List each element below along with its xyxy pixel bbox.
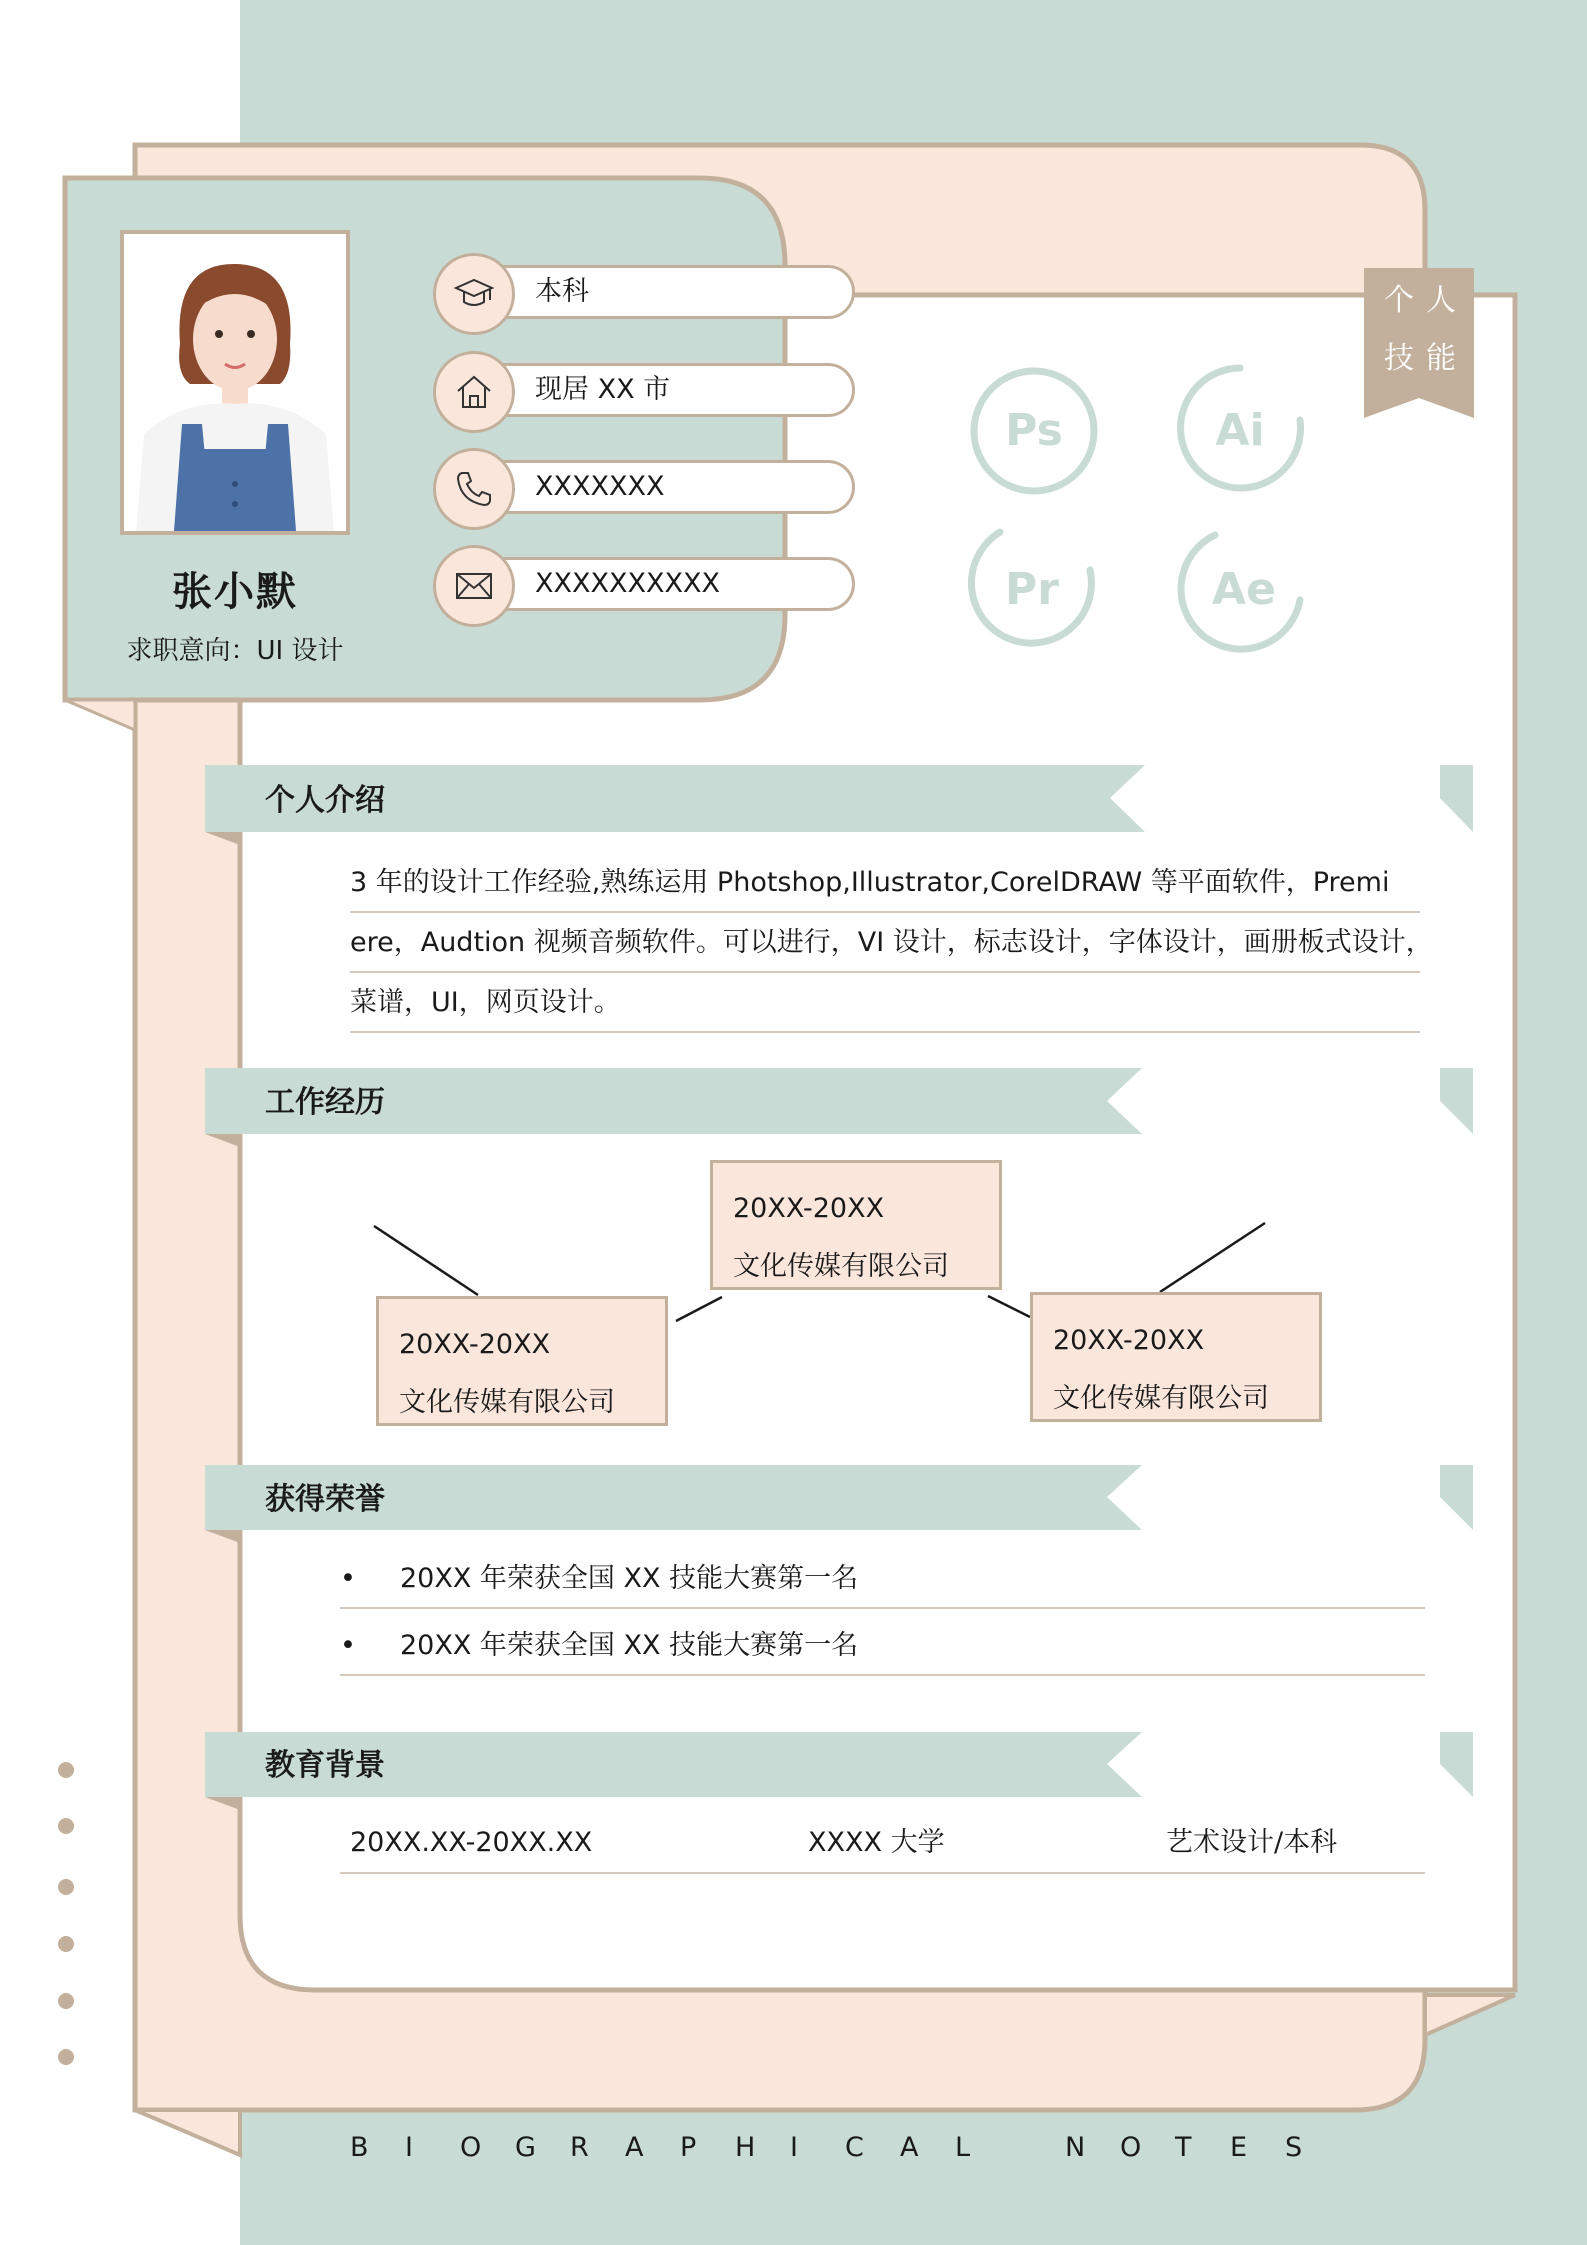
footer-letter: B bbox=[350, 2132, 369, 2163]
work-card bbox=[1030, 1292, 1322, 1422]
footer-letter: O bbox=[460, 2132, 482, 2163]
footer-letter: O bbox=[1120, 2132, 1142, 2163]
bullet: • bbox=[340, 1563, 356, 1594]
decor-dot bbox=[58, 1936, 74, 1952]
work-period: 20XX-20XX bbox=[1053, 1325, 1205, 1356]
work-company: 文化传媒有限公司 bbox=[733, 1251, 949, 1282]
footer-biographical-notes bbox=[350, 2132, 1340, 2163]
decor-dot bbox=[58, 1762, 74, 1778]
footer-letter: A bbox=[900, 2132, 919, 2163]
skills-tag-line2: 技能 bbox=[1384, 341, 1468, 376]
skill-ps: Ps bbox=[1005, 405, 1063, 456]
profile-name: 张小默 bbox=[172, 569, 298, 615]
section-title-intro: 个人介绍 bbox=[265, 783, 385, 818]
skill-ae: Ae bbox=[1212, 564, 1276, 615]
footer-letter: G bbox=[515, 2132, 536, 2163]
skills-tag bbox=[1366, 272, 1474, 388]
footer-letter: T bbox=[1175, 2132, 1192, 2163]
footer-letter: I bbox=[790, 2132, 798, 2163]
contact-phone-text: XXXXXXX bbox=[535, 471, 665, 502]
profile-photo bbox=[120, 230, 350, 535]
honor-item bbox=[340, 1616, 1425, 1676]
honor-item bbox=[340, 1549, 1425, 1609]
footer-letter: C bbox=[845, 2132, 864, 2163]
skills-tag-line1: 个人 bbox=[1384, 283, 1468, 318]
education-school: XXXX 大学 bbox=[808, 1827, 945, 1858]
decor-dot bbox=[58, 1993, 74, 2009]
footer-letter: S bbox=[1285, 2132, 1303, 2163]
home-icon bbox=[433, 351, 515, 433]
education-period: 20XX.XX-20XX.XX bbox=[350, 1827, 593, 1858]
footer-letter: N bbox=[1065, 2132, 1086, 2163]
decor-dot bbox=[58, 2049, 74, 2065]
mail-icon bbox=[433, 545, 515, 627]
decor-dot bbox=[58, 1818, 74, 1834]
work-card bbox=[376, 1296, 668, 1426]
skill-ai: Ai bbox=[1215, 405, 1265, 456]
honor-text: 20XX 年荣获全国 XX 技能大赛第一名 bbox=[400, 1630, 859, 1661]
intro-line: ere，Audtion 视频音频软件。可以进行，VI 设计，标志设计，字体设计，画册板式设计， bbox=[350, 913, 1420, 973]
contact-address-text: 现居 XX 市 bbox=[535, 374, 671, 405]
section-title-honors: 获得荣誉 bbox=[265, 1482, 385, 1517]
bullet: • bbox=[340, 1630, 356, 1661]
work-card bbox=[710, 1160, 1002, 1290]
intro-line: 3 年的设计工作经验,熟练运用 Photshop,Illustrator,CorelDRAW 等平面软件，Premi bbox=[350, 853, 1420, 913]
decor-dot bbox=[58, 1879, 74, 1895]
contact-mail-text: XXXXXXXXXX bbox=[535, 568, 720, 599]
work-period: 20XX-20XX bbox=[733, 1193, 885, 1224]
work-period: 20XX-20XX bbox=[399, 1329, 551, 1360]
footer-letter: I bbox=[405, 2132, 413, 2163]
section-title-education: 教育背景 bbox=[265, 1748, 385, 1783]
section-title-work: 工作经历 bbox=[265, 1085, 385, 1120]
footer-letter: R bbox=[570, 2132, 589, 2163]
intro-line: 菜谱，UI，网页设计。 bbox=[350, 973, 1420, 1033]
footer-letter: H bbox=[735, 2132, 756, 2163]
contact-education-text: 本科 bbox=[535, 276, 589, 307]
work-company: 文化传媒有限公司 bbox=[1053, 1383, 1269, 1414]
footer-letter: P bbox=[680, 2132, 697, 2163]
education-row bbox=[340, 1812, 1425, 1874]
footer-letter: L bbox=[955, 2132, 971, 2163]
education-major: 艺术设计/本科 bbox=[1166, 1827, 1338, 1858]
job-intent: 求职意向：UI 设计 bbox=[126, 636, 344, 666]
graduation-cap-icon bbox=[433, 253, 515, 335]
footer-letter: A bbox=[625, 2132, 644, 2163]
skill-pr: Pr bbox=[1005, 564, 1059, 615]
work-company: 文化传媒有限公司 bbox=[399, 1387, 615, 1418]
phone-icon bbox=[433, 448, 515, 530]
footer-letter: E bbox=[1230, 2132, 1248, 2163]
honor-text: 20XX 年荣获全国 XX 技能大赛第一名 bbox=[400, 1563, 859, 1594]
